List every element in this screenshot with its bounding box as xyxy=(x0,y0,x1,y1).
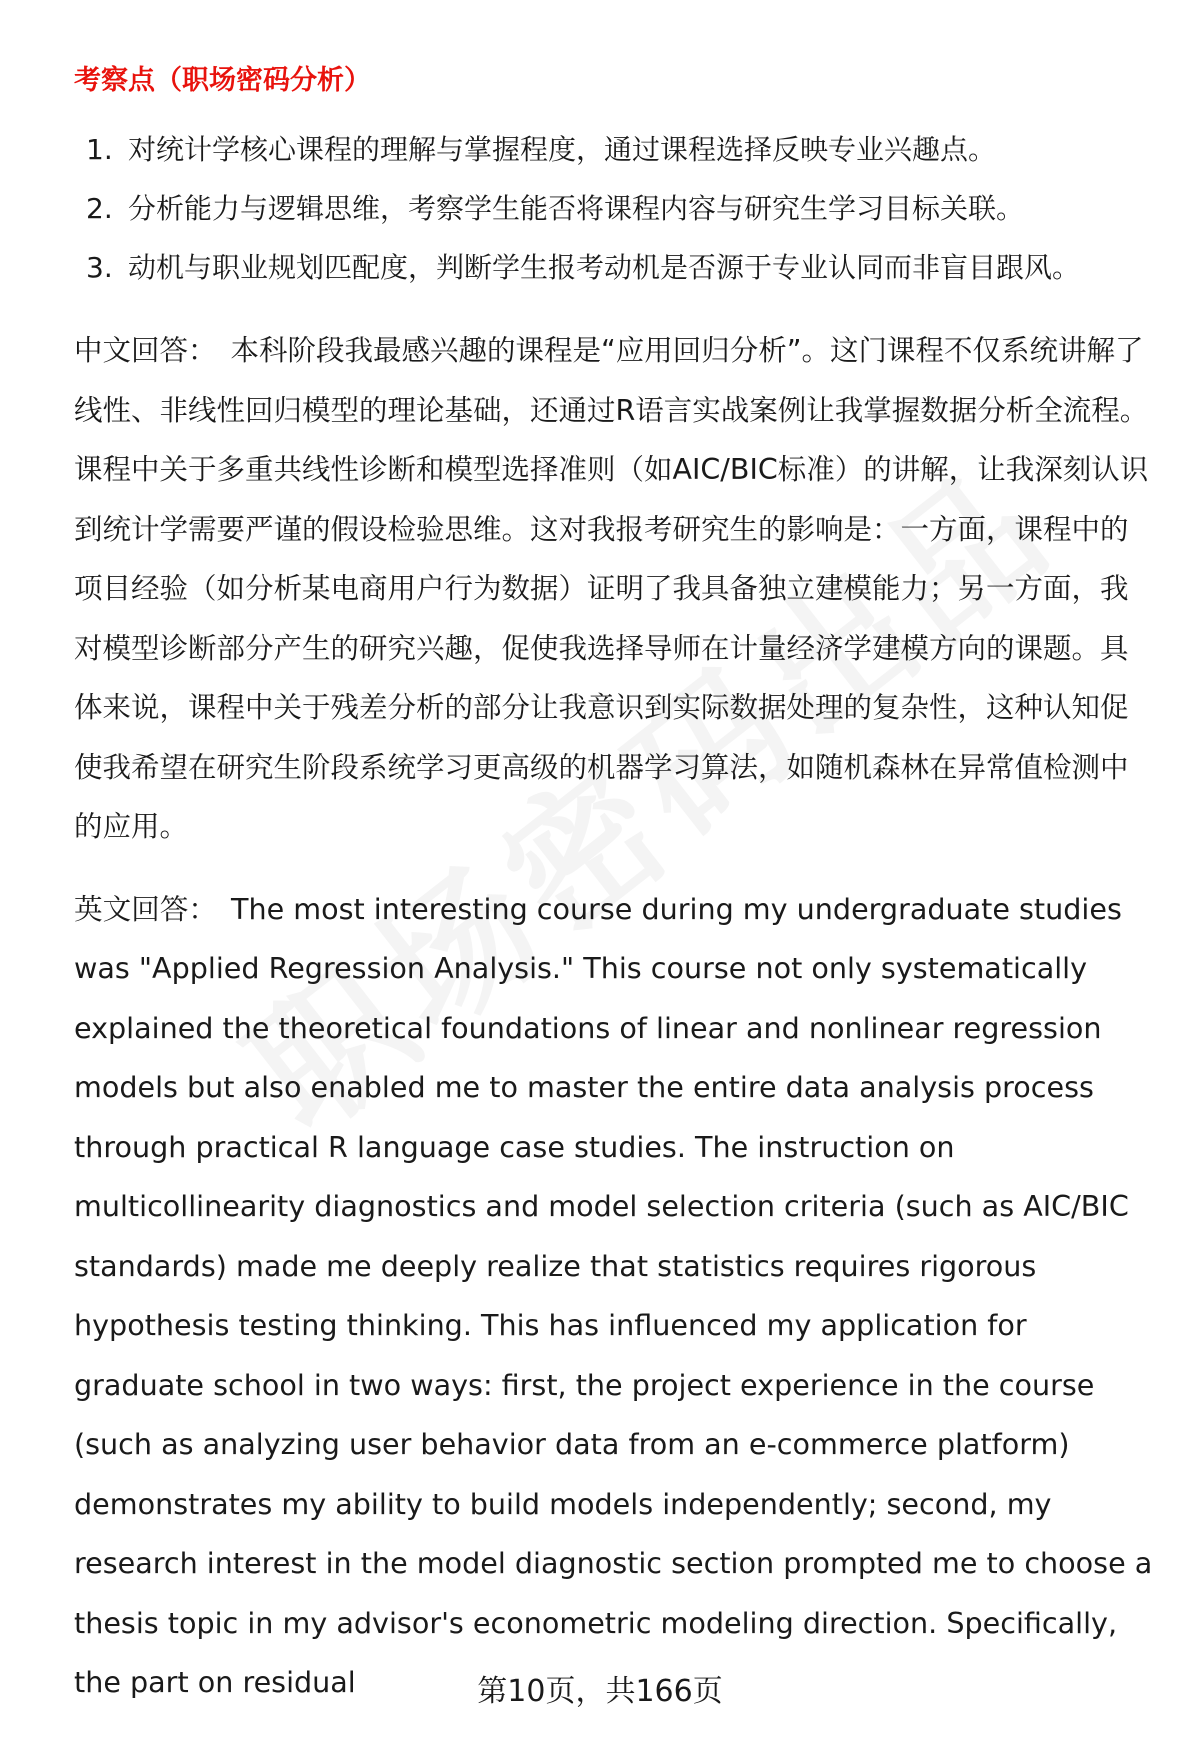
list-item-text: 分析能力与逻辑思维，考察学生能否将课程内容与研究生学习目标关联。 xyxy=(128,192,1025,225)
list-item-text: 动机与职业规划匹配度，判断学生报考动机是否源于专业认同而非盲目跟风。 xyxy=(128,251,1081,284)
list-item-number: 2. xyxy=(86,192,113,225)
english-answer-label: 英文回答： xyxy=(74,891,217,926)
list-item-number: 1. xyxy=(86,133,113,166)
assessment-points-list xyxy=(74,120,1154,297)
english-answer-text: The most interesting course during my undergraduate studies was "Applied Regression Analysis." This course not only systematically explained the theoretical foundations of linear and nonlinear regression models but also enabled me to master the entire data analysis process through practical R language case studies. The instruction on multicollinearity diagnostics and model selection criteria (such as AIC/BIC standards) made me deeply realize that statistics requires rigorous hypothesis testing thinking. This has influenced my application for graduate school in two ways: first, the project experience in the course (such as analyzing user behavior data from an e-commerce platform) demonstrates my ability to build models independently; second, my research interest in the model diagnostic section prompted me to choose a thesis topic in my advisor's econometric modeling direction. Specifically, the part on residual xyxy=(74,891,1153,1699)
page-number-footer: 第10页，共166页 xyxy=(477,1674,723,1709)
chinese-answer-label: 中文回答： xyxy=(74,334,217,367)
document-page xyxy=(74,56,1154,1736)
section-title: 考察点（职场密码分析） xyxy=(74,65,371,96)
chinese-answer-text: 本科阶段我最感兴趣的课程是“应用回归分析”。这门课程不仅系统讲解了线性、非线性回归模型的理论基础，还通过R语言实战案例让我掌握数据分析全流程。课程中关于多重共线性诊断和模型选择准则（如AIC/BIC标准）的讲解，让我深刻认识到统计学需要严谨的假设检验思维。这对我报考研究生的影响是：一方面，课程中的项目经验（如分析某电商用户行为数据）证明了我具备独立建模能力；另一方面，我对模型诊断部分产生的研究兴趣，促使我选择导师在计量经济学建模方向的课题。具体来说，课程中关于残差分析的部分让我意识到实际数据处理的复杂性，这种认知促使我希望在研究生阶段系统学习更高级的机器学习算法，如随机森林在异常值检测中的应用。 xyxy=(74,334,1149,843)
list-item-number: 3. xyxy=(86,251,113,284)
list-item xyxy=(74,238,1154,297)
list-item-text: 对统计学核心课程的理解与掌握程度，通过课程选择反映专业兴趣点。 xyxy=(128,133,997,166)
chinese-answer xyxy=(74,321,1154,857)
list-item xyxy=(74,179,1154,238)
list-item xyxy=(74,120,1154,179)
english-answer xyxy=(74,880,1154,1713)
